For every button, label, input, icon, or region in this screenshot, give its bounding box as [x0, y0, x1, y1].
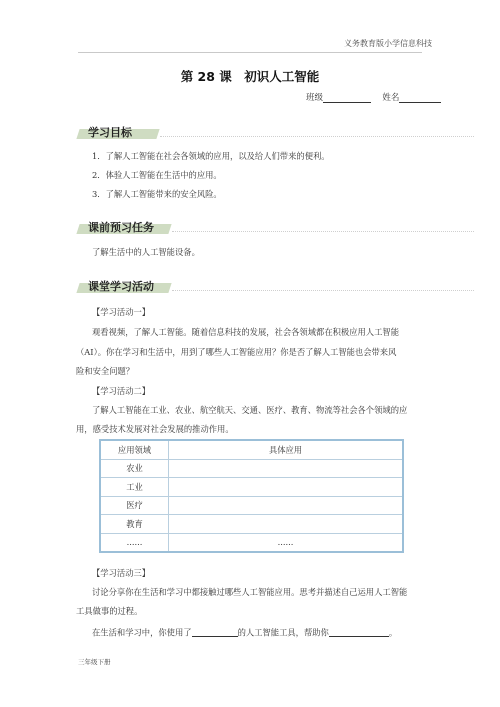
objective-item: 2．体验人工智能在生活中的应用。 — [92, 170, 222, 180]
fill-text: 的人工智能工具，帮助你 — [237, 627, 329, 638]
table-cell — [169, 515, 404, 534]
grade-footer: 三年级下册 — [78, 658, 111, 666]
table-row — [100, 459, 403, 478]
activity-one-text: 观看视频，了解人工智能。随着信息科技的发展，社会各领域都在积极应用人工智能 — [92, 327, 399, 337]
name-label: 姓名 — [382, 93, 400, 103]
activity-two-label: 【学习活动二】 — [92, 386, 151, 396]
application-table — [99, 439, 404, 553]
header-divider — [78, 52, 422, 53]
class-name-fields — [306, 91, 441, 103]
section-heading: 课前预习任务 — [88, 221, 154, 234]
table-cell — [169, 496, 404, 515]
table-cell: 工业 — [100, 478, 169, 497]
activity-three-text: 讨论分享你在生活和学习中都接触过哪些人工智能应用。思考并描述自己运用人工智能 — [92, 587, 408, 597]
section-heading: 学习目标 — [88, 126, 132, 139]
objective-item: 1．了解人工智能在社会各领域的应用，以及给人们带来的便利。 — [92, 151, 330, 161]
table-cell — [169, 459, 404, 478]
activity-two-text: 用，感受技术发展对社会发展的推动作用。 — [76, 424, 234, 434]
fill-blank-purpose — [329, 627, 389, 637]
section-objectives — [78, 124, 478, 139]
section-heading: 课堂学习活动 — [88, 280, 154, 293]
table-cell: ...... — [169, 533, 404, 552]
table-row — [100, 533, 403, 552]
table-header-cell: 具体应用 — [169, 440, 404, 459]
table-header-cell: 应用领域 — [100, 440, 169, 459]
section-preview — [78, 219, 478, 234]
activity-one-label: 【学习活动一】 — [92, 307, 151, 317]
objective-item: 3．了解人工智能带来的安全风险。 — [92, 189, 222, 199]
name-blank — [399, 93, 441, 103]
section-rule — [160, 136, 474, 137]
class-label: 班级 — [306, 93, 324, 103]
fill-text: 。 — [388, 627, 398, 638]
lesson-title: 第 28 课 初识人工智能 — [180, 69, 320, 84]
activity-one-text: 险和安全问题？ — [76, 366, 135, 376]
table-row — [100, 515, 403, 534]
class-blank — [323, 93, 371, 103]
table-header-row — [100, 440, 403, 459]
activity-one-text: （AI）。你在学习和生活中，用到了哪些人工智能应用？你是否了解人工智能也会带来风 — [76, 347, 397, 357]
table-row — [100, 478, 403, 497]
section-rule — [172, 231, 474, 232]
table-cell: 医疗 — [100, 496, 169, 515]
publisher-header: 义务教育版小学信息科技 — [344, 39, 432, 48]
preview-task: 了解生活中的人工智能设备。 — [92, 247, 200, 257]
activity-two-text: 了解人工智能在工业、农业、航空航天、交通、医疗、教育、物流等社会各个领域的应 — [92, 405, 408, 415]
table-cell — [169, 478, 404, 497]
fill-blank-tool — [192, 627, 238, 637]
table-cell: 农业 — [100, 459, 169, 478]
section-rule — [172, 290, 474, 291]
fill-in-sentence — [92, 627, 397, 637]
table-cell: 教育 — [100, 515, 169, 534]
table-cell: ...... — [100, 533, 169, 552]
activity-three-text: 工具做事的过程。 — [76, 606, 143, 616]
activity-three-label: 【学习活动三】 — [92, 568, 151, 578]
table-row — [100, 496, 403, 515]
section-activities — [78, 278, 478, 293]
fill-text: 在生活和学习中，你使用了 — [92, 627, 192, 638]
